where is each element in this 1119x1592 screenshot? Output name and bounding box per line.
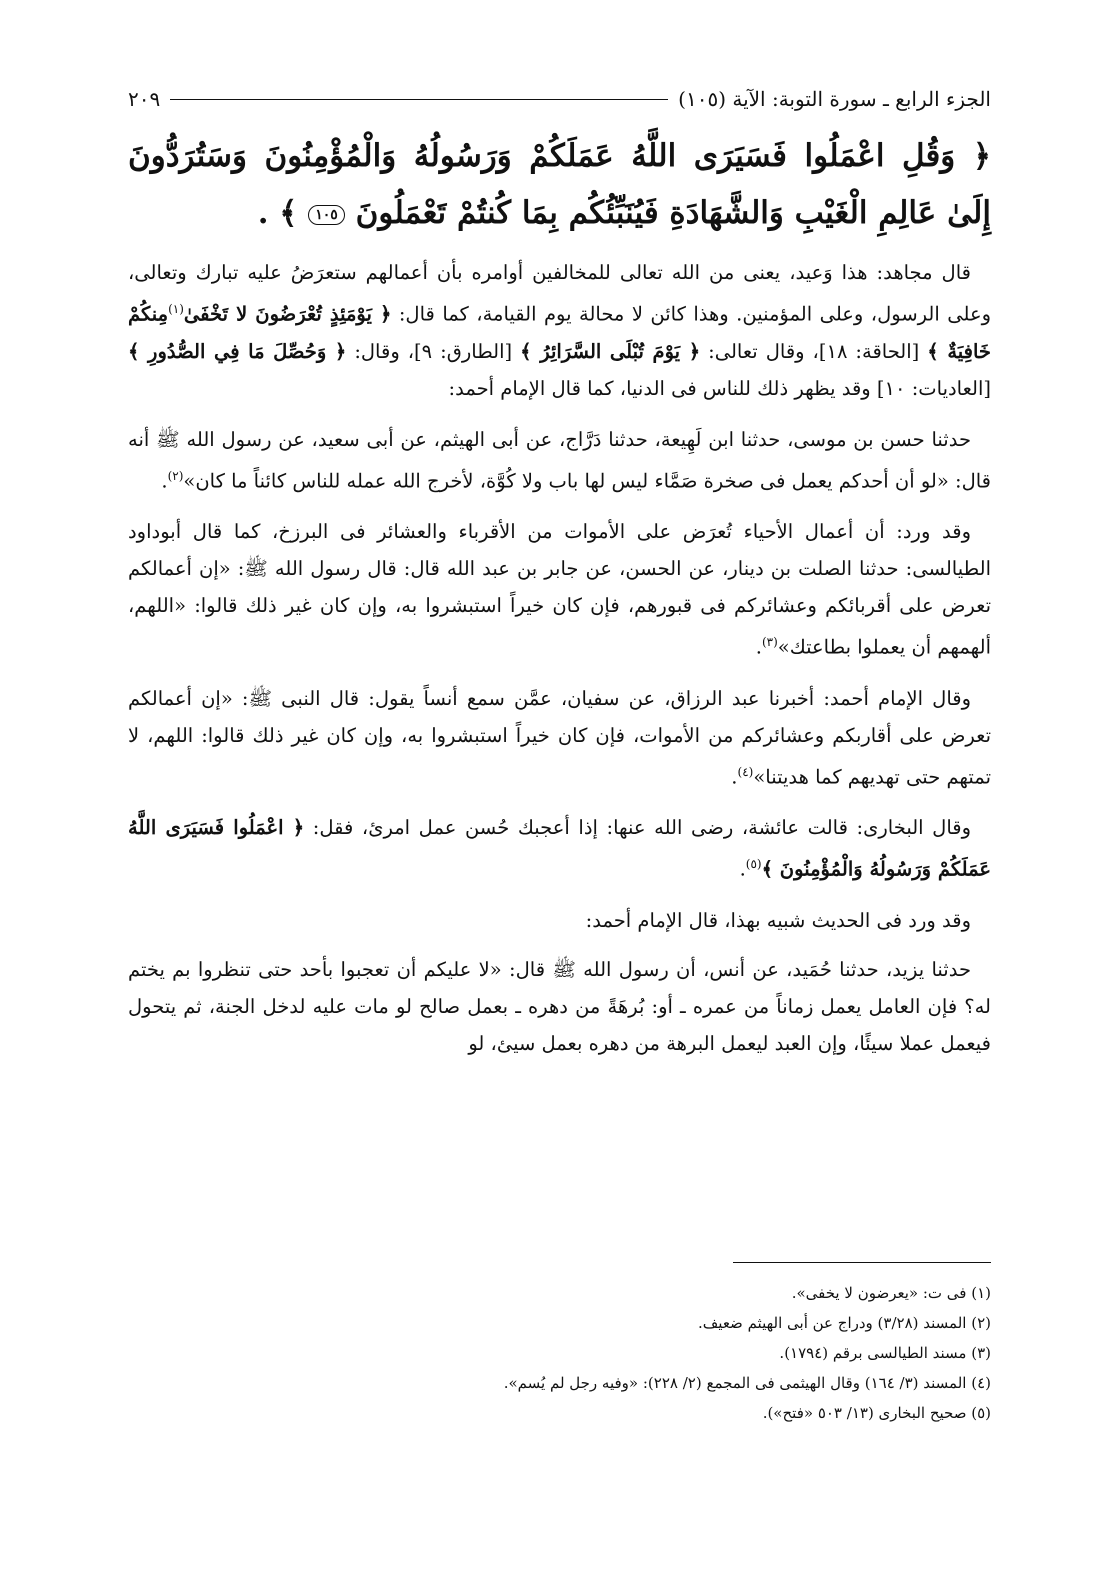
text-run: قال مجاهد: هذا وَعيد، يعنى من الله تعالى للمخالفين أوامره بأن أعمالهم ستعرَضُ عليه تبارك وتعالى، وعلى الرسول، وعلى المؤمنين. وهذا كائن لا محالة يوم القيامة، كما قال:	[128, 261, 992, 326]
header-rule	[170, 99, 668, 100]
ayah-number-badge: ١٠٥	[308, 205, 345, 225]
footnotes	[128, 1278, 991, 1428]
footnote-separator	[733, 1262, 991, 1263]
text-run: .	[755, 635, 762, 659]
quran-quote: مِنكُمْ خَافِيَةٌ ﴾	[128, 302, 991, 363]
paragraph-1	[128, 254, 991, 407]
quran-quote: ﴿ يَوْمَ تُبْلَى السَّرَائِرُ ﴾	[520, 339, 701, 363]
footnote-item: (١) فى ت: «يعرضون لا يخفى».	[791, 1284, 991, 1302]
page-number: ٢٠٩	[128, 87, 161, 111]
footnote-item: (٢) المسند (٣/٢٨) ودراج عن أبى الهيثم ضعيف.	[698, 1314, 991, 1332]
paragraph-5	[128, 809, 991, 888]
paragraph-3	[128, 513, 991, 666]
text-run: وقال الإمام أحمد: أخبرنا عبد الرزاق، عن سفيان، عمَّن سمع أنساً يقول: قال النبى ﷺ: «إن أعمالكم تعرض على أقاربكم وعشائركم من الأموات، فإن كان خيراً استبشروا به، وإن كان غير ذلك قالوا: اللهم، لا تمتهم حتى تهديهم كما هديتنا»	[128, 686, 991, 788]
running-header	[128, 82, 991, 116]
quran-quote: ﴿ يَوْمَئِذٍ تُعْرَضُونَ لا تَخْفَىٰ	[183, 302, 392, 326]
footnote-item: (٥) صحيح البخارى (١٣/ ٥٠٣ «فتح»).	[762, 1404, 991, 1422]
footnote-item: (٣) مسند الطيالسى برقم (١٧٩٤).	[779, 1344, 991, 1362]
verse-text: ﴿ وَقُلِ اعْمَلُوا فَسَيَرَى اللَّهُ عَمَلَكُمْ وَرَسُولُهُ وَالْمُؤْمِنُونَ وَسَتُرَدُّونَ إِلَىٰ عَالِمِ الْغَيْبِ وَالشَّهَادَةِ فَيُنَبِّئُكُم بِمَا كُنتُمْ تَعْمَلُونَ	[128, 138, 991, 231]
footnote-ref-4: (٤)	[737, 764, 754, 779]
text-run: .	[731, 765, 738, 788]
quran-quote: ﴿ اعْمَلُوا فَسَيَرَى اللَّهُ عَمَلَكُمْ وَرَسُولُهُ وَالْمُؤْمِنُونَ ﴾	[128, 816, 991, 881]
text-run: .	[739, 857, 746, 881]
header-title: الجزء الرابع ـ سورة التوبة: الآية (١٠٥)	[678, 87, 991, 111]
text-run: .	[161, 469, 168, 492]
commentary-body	[128, 254, 991, 1076]
paragraph-7	[128, 951, 991, 1062]
paragraph-2	[128, 421, 991, 500]
quran-verse	[128, 128, 991, 242]
footnote-ref-3: (٣)	[761, 635, 778, 649]
text-run: حدثنا يزيد، حدثنا حُمَيد، عن أنس، أن رسول الله ﷺ قال: «لا عليكم أن تعجبوا بأحد حتى تنظروا بم يختم له؟ فإن العامل يعمل زماناً من عمره ـ أو: بُرهَةً من دهره ـ بعمل صالح لو مات عليه لدخل الجنة، ثم يتحول فيعمل عملا سيئًا، وإن العبد ليعمل البرهة من دهره بعمل سيئ، لو	[128, 957, 991, 1055]
text-run: وقال البخارى: قالت عائشة، رضى الله عنها: إذا أعجبك حُسن عمل امرئ، فقل:	[312, 816, 972, 839]
footnote-ref-5: (٥)	[745, 857, 762, 871]
paragraph-6	[128, 902, 991, 939]
footnote-ref-1: (١)	[168, 302, 184, 316]
text-run: وقد ورد فى الحديث شبيه بهذا، قال الإمام أحمد:	[585, 908, 971, 932]
text-run: [الحاقة: ١٨]، وقال تعالى:	[708, 339, 920, 363]
text-run: [العاديات: ١٠] وقد يظهر ذلك للناس فى الدنيا، كما قال الإمام أحمد:	[448, 376, 991, 400]
text-run: حدثنا حسن بن موسى، حدثنا ابن لَهِيعة، حدثنا دَرَّاج، عن أبى الهيثم، عن أبى سعيد، عن رسول الله ﷺ أنه قال: «لو أن أحدكم يعمل فى صخرة صَمَّاء ليس لها باب ولا كُوَّة، لأخرج الله عمله للناس كائناً ما كان»	[128, 427, 991, 492]
footnote-item: (٤) المسند (٣/ ١٦٤) وقال الهيثمى فى المجمع (٢/ ٢٢٨): «وفيه رجل لم يُسم».	[503, 1374, 991, 1392]
paragraph-4	[128, 680, 991, 796]
text-run: وقد ورد: أن أعمال الأحياء تُعرَض على الأموات من الأقرباء والعشائر فى البرزخ، كما قال أبوداود الطيالسى: حدثنا الصلت بن دينار، عن الحسن، عن جابر بن عبد الله قال: قال رسول الله ﷺ: «إن أعمالكم تعرض على أقربائكم وعشائركم فى قبورهم، فإن كان خيراً استبشروا به، وإن كان غير ذلك قالوا: «اللهم، ألهمهم أن يعملوا بطاعتك»	[128, 520, 991, 659]
quran-quote: ﴿ وَحُصِّلَ مَا فِي الصُّدُورِ ﴾	[128, 339, 347, 363]
verse-closing: ﴾ .	[257, 195, 298, 231]
text-run: [الطارق: ٩]، وقال:	[354, 339, 513, 363]
footnote-ref-2: (٢)	[167, 468, 184, 483]
